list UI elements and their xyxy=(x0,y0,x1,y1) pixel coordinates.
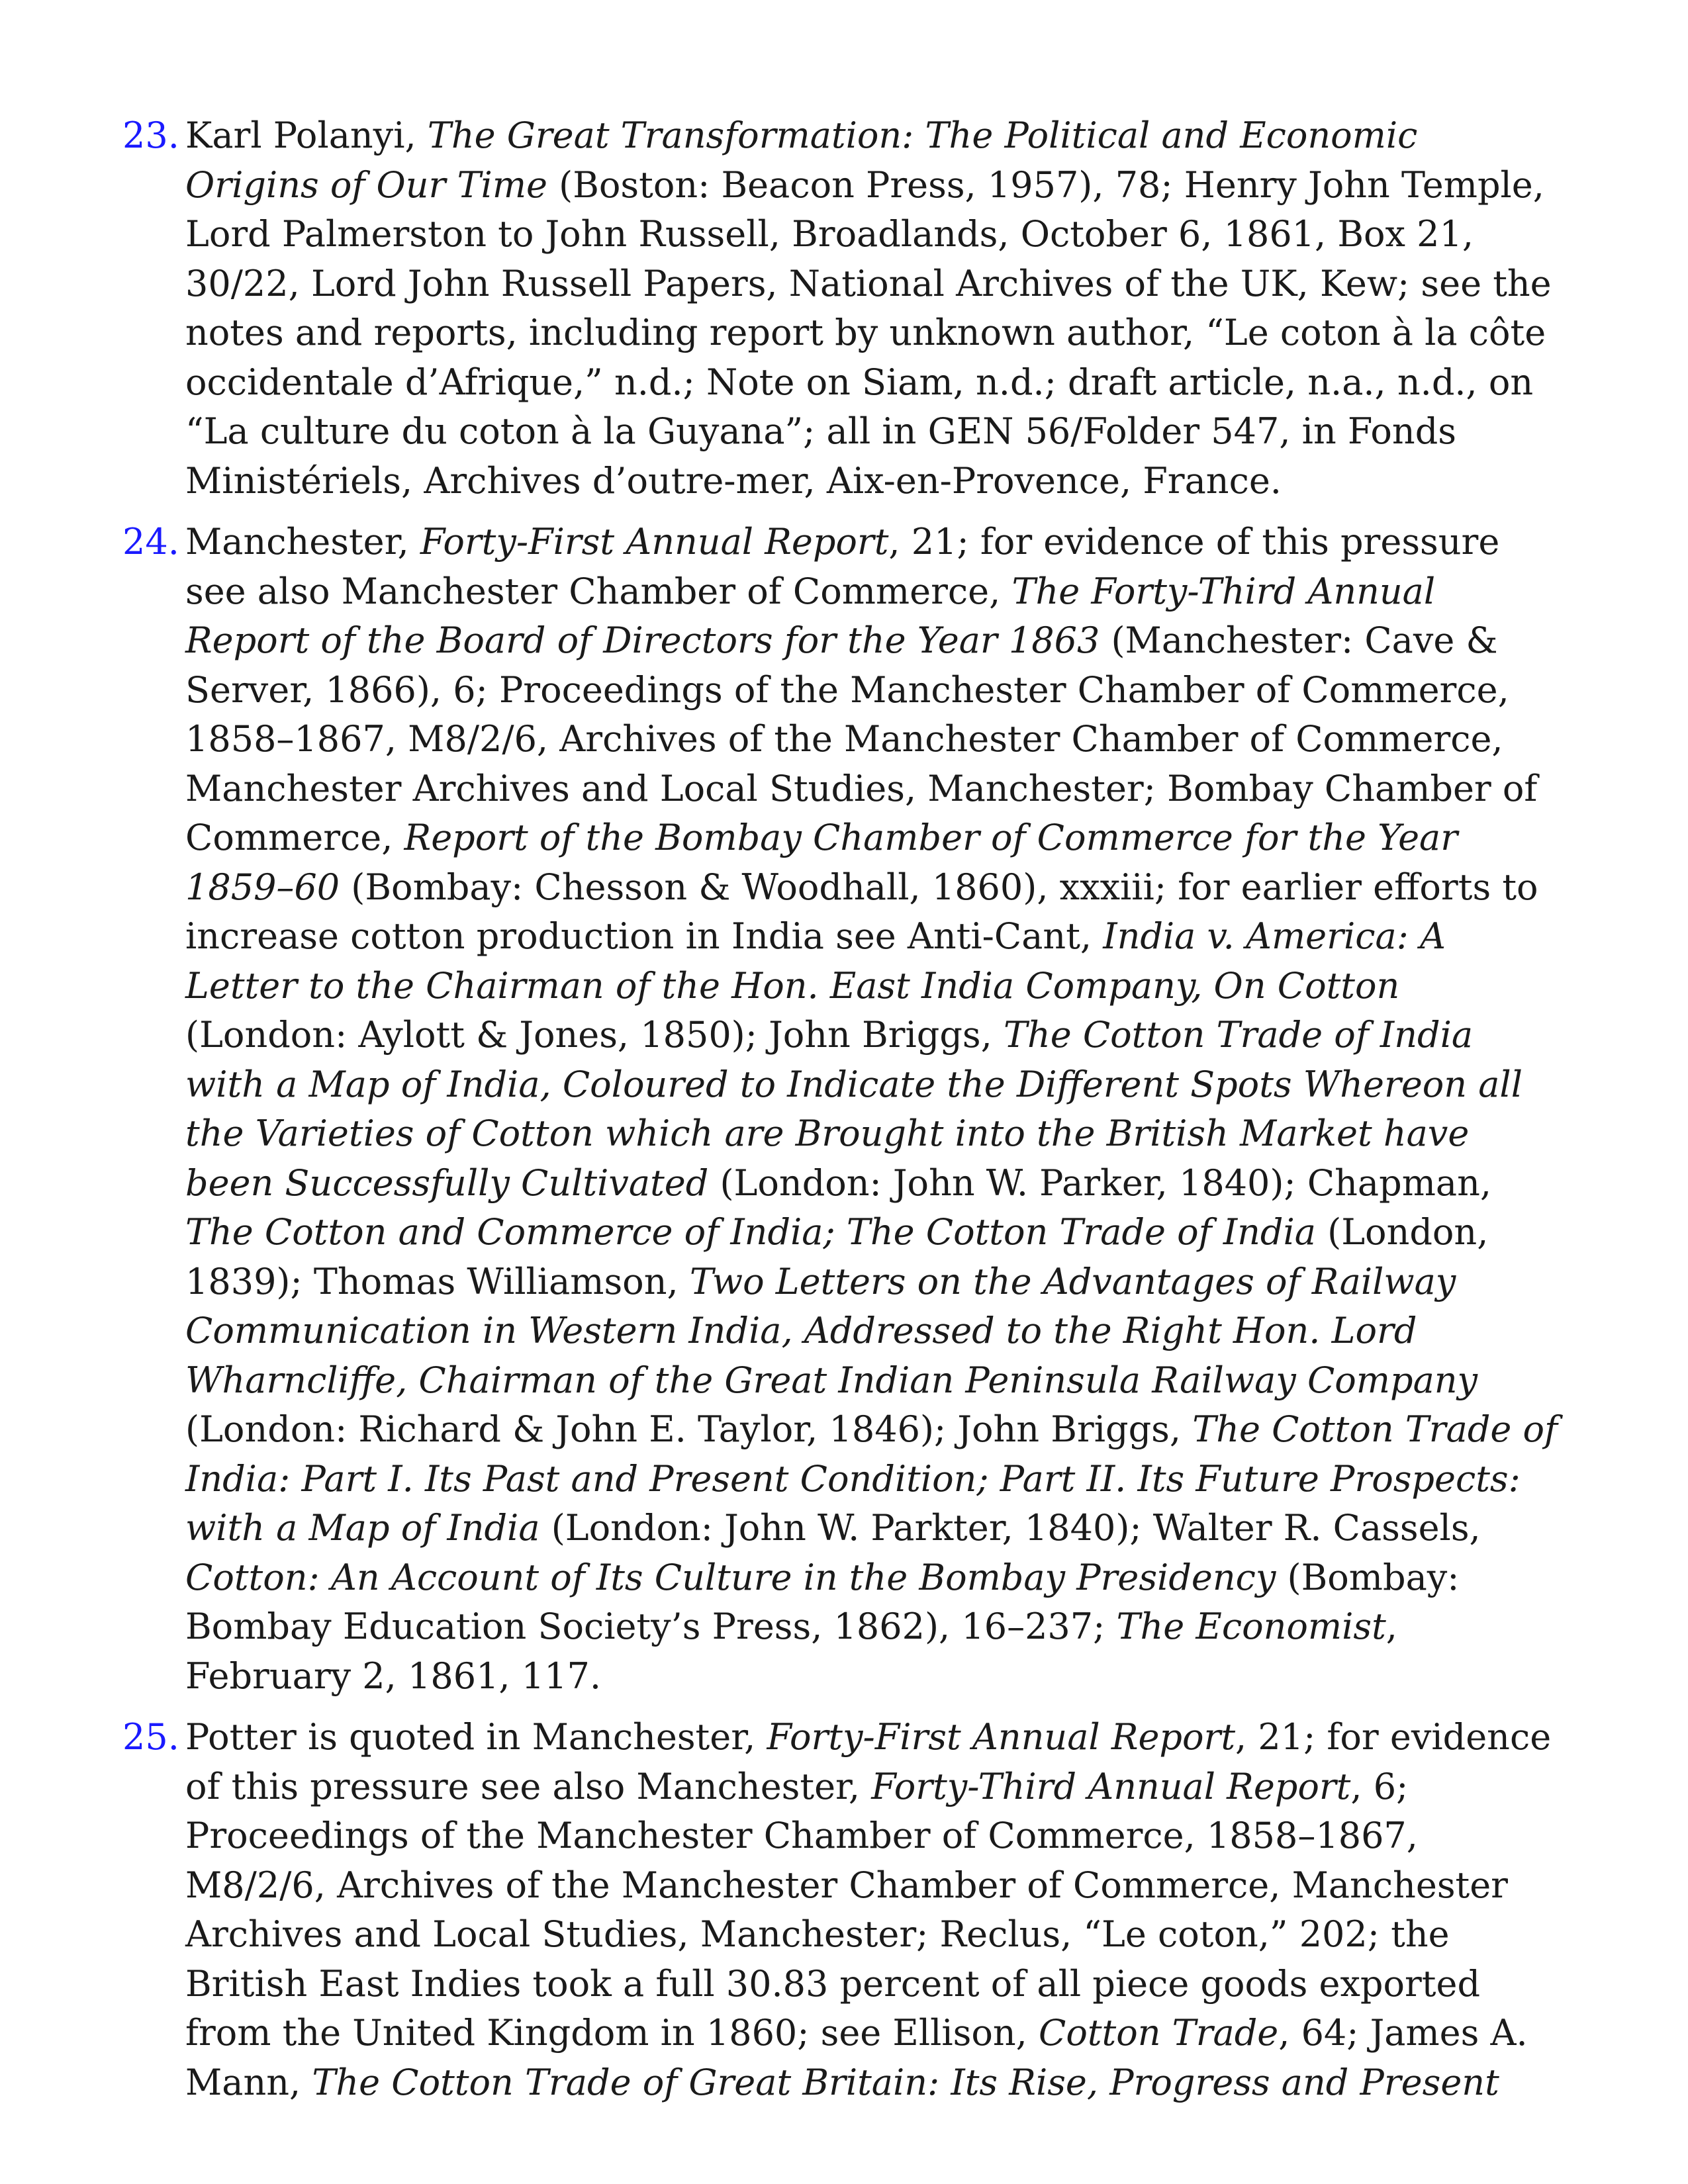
endnote-23 xyxy=(122,111,1562,506)
italic-title-text: Cotton: An Account of Its Culture in the Bombay Presidency xyxy=(185,1556,1276,1598)
italic-title-text: The Cotton and Commerce of India; The Cotton Trade of India xyxy=(185,1211,1316,1253)
endnotes-list xyxy=(122,111,1562,2119)
note-text-segment: , 21; for evidence of this pressure see also Manchester, xyxy=(185,1716,1552,1807)
italic-title-text: Cotton Trade xyxy=(1039,2012,1279,2054)
italic-title-text: The Economist xyxy=(1116,1606,1386,1647)
note-text-segment: , 21; for evidence of this pressure see also Manchester Chamber of Commerce, xyxy=(185,521,1500,612)
endnote-24 xyxy=(122,518,1562,1701)
endnote-25 xyxy=(122,1713,1562,2107)
note-text-segment: (Bombay: Bombay Education Society’s Press, 1862), 16–237; xyxy=(185,1556,1460,1647)
endnote-number-link[interactable]: 24. xyxy=(122,521,179,563)
italic-title-text: Report of the Bombay Chamber of Commerce for the Year 1859–60 xyxy=(185,817,1458,908)
endnote-number-link[interactable]: 23. xyxy=(122,114,179,156)
note-text-segment: Potter is quoted in Manchester, xyxy=(185,1716,767,1758)
note-text-segment: (London: Richard & John E. Taylor, 1846); John Briggs, xyxy=(185,1408,1193,1450)
italic-title-text: The Great Transformation: The Political and Economic Origins of Our Time xyxy=(185,114,1418,206)
note-text-segment: (London: John W. Parker, 1840); Chapman, xyxy=(708,1161,1492,1204)
note-text-segment: (Boston: Beacon Press, 1957), 78; Henry John Temple, Lord Palmerston to John Russell, Broadlands, October 6, 1861, Box 21, 30/22, Lord John Russell Papers, National Archives of the UK, Kew; see the notes and reports, including report by unknown author, “Le coton à la côte occidentale d’Afrique,” n.d.; Note on Siam, n.d.; draft article, n.a., n.d., on “La culture du coton à la Guyana”; all in GEN 56/Folder 547, in Fonds Ministériels, Archives d’outre-mer, Aix-en-Provence, France. xyxy=(185,163,1552,502)
endnote-text xyxy=(185,111,1562,506)
note-text-segment: (London: John W. Parkter, 1840); Walter R. Cassels, xyxy=(539,1507,1481,1549)
note-text-segment: , 64; James A. Mann, xyxy=(185,2012,1528,2103)
italic-title-text: The Forty-Third Annual Report of the Board of Directors for the Year 1863 xyxy=(185,570,1436,661)
endnote-number-link[interactable]: 25. xyxy=(122,1716,179,1758)
endnote-text xyxy=(185,1713,1562,2107)
italic-title-text: The Cotton Trade of India: Part I. Its Past and Present Condition; Part II. Its Future Prospects: with a Map of India xyxy=(185,1408,1558,1549)
italic-title-text: Two Letters on the Advantages of Railway Communication in Western India, Addressed to the Right Hon. Lord Wharncliffe, Chairman of the Great Indian Peninsula Railway Company xyxy=(185,1260,1478,1401)
endnote-text xyxy=(185,518,1562,1701)
note-text-segment: , February 2, 1861, 117. xyxy=(185,1606,1397,1697)
italic-title-text: Forty-First Annual Report xyxy=(420,521,889,563)
italic-title-text: The Cotton Trade of India with a Map of India, Coloured to Indicate the Different Spots Whereon all the Varieties of Cotton which are Brought into the British Market have been Successfully Cultivated xyxy=(185,1014,1523,1204)
note-text-segment: , 6; Proceedings of the Manchester Chamber of Commerce, 1858–1867, M8/2/6, Archives of the Manchester Chamber of Commerce, Manchester Archives and Local Studies, Manchester; Reclus, “Le coton,” 202; the British East Indies took a full 30.83 percent of all piece goods exported from the United Kingdom in 1860; see Ellison, xyxy=(185,1765,1508,2054)
note-text-segment: (Manchester: Cave & Server, 1866), 6; Proceedings of the Manchester Chamber of Commerce, 1858–1867, M8/2/6, Archives of the Manchester Chamber of Commerce, Manchester Archives and Local Studies, Manchester; Bombay Chamber of Commerce, xyxy=(185,619,1538,858)
note-text-segment: Karl Polanyi, xyxy=(185,114,428,156)
italic-title-text: The Cotton Trade of Great Britain: Its Rise, Progress and Present xyxy=(312,2061,1499,2103)
italic-title-text: India v. America: A Letter to the Chairman of the Hon. East India Company, On Cotton xyxy=(185,915,1446,1007)
italic-title-text: Forty-Third Annual Report xyxy=(871,1765,1351,1807)
note-text-segment: Manchester, xyxy=(185,521,420,563)
note-text-segment: (London: Aylott & Jones, 1850); John Briggs, xyxy=(185,1014,1004,1056)
note-text-segment: (London, 1839); Thomas Williamson, xyxy=(185,1211,1489,1302)
note-text-segment: (Bombay: Chesson & Woodhall, 1860), xxxiii; for earlier efforts to increase cotton production in India see Anti-Cant, xyxy=(185,866,1538,957)
italic-title-text: Forty-First Annual Report xyxy=(767,1716,1236,1758)
